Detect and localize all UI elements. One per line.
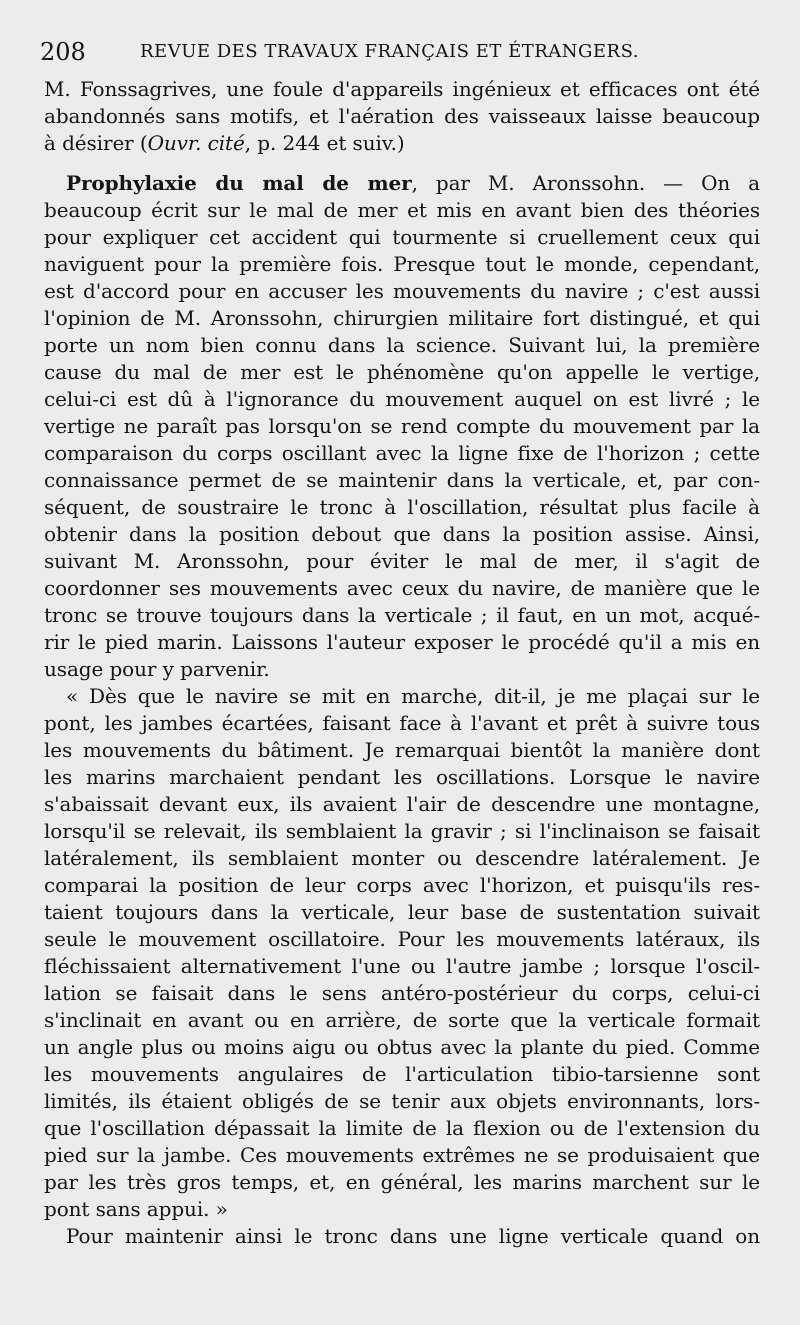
running-title: REVUE DES TRAVAUX FRANÇAIS ET ÉTRANGERS. (140, 41, 640, 62)
paragraph-3 (44, 1223, 760, 1250)
text-line: un angle plus ou moins aigu ou obtus avec la plante du pied. Comme (44, 1035, 760, 1059)
paragraph-1 (44, 197, 760, 683)
text-line: seule le mouvement oscillatoire. Pour les mouvements latéraux, ils (44, 927, 760, 951)
section-heading: Prophylaxie du mal de mer (66, 171, 412, 195)
text-line: comparaison du corps oscillant avec la ligne fixe de l'horizon ; cette (44, 441, 760, 465)
text-line: lation se faisait dans le sens antéro-postérieur du corps, celui-ci (44, 981, 760, 1005)
text-line: latéralement, ils semblaient monter ou descendre latéralement. Je (44, 846, 760, 870)
text-line: « Dès que le navire se mit en marche, dit-il, je me plaçai sur le (66, 684, 760, 708)
paragraph-2-quotation (44, 683, 760, 1223)
text-line: beaucoup écrit sur le mal de mer et mis en avant bien des théories (44, 198, 760, 222)
text-line: rir le pied marin. Laissons l'auteur exposer le procédé qu'il a mis en (44, 630, 760, 654)
text-line: porte un nom bien connu dans la science. Suivant lui, la première (44, 333, 760, 357)
section-gap (44, 157, 760, 170)
reference-italic: Ouvr. cité (147, 131, 245, 155)
text-line: pont, les jambes écartées, faisant face à l'avant et prêt à suivre tous (44, 711, 760, 735)
text-line: est d'accord pour en accuser les mouvements du navire ; c'est aussi (44, 279, 760, 303)
section-heading-line (44, 170, 760, 197)
text-line: Pour maintenir ainsi le tronc dans une ligne verticale quand on (66, 1224, 760, 1248)
text-line: comparai la position de leur corps avec l'horizon, et puisqu'ils res- (44, 873, 760, 897)
text-line: coordonner ses mouvements avec ceux du navire, de manière que le (44, 576, 760, 600)
reference-prefix: à désirer ( (44, 131, 148, 155)
text-line: lorsqu'il se relevait, ils semblaient la gravir ; si l'inclinaison se faisait (44, 819, 760, 843)
text-line: les mouvements angulaires de l'articulation tibio-tarsienne sont (44, 1062, 760, 1086)
page-header (0, 34, 800, 70)
text-line: l'opinion de M. Aronssohn, chirurgien militaire fort distingué, et qui (44, 306, 760, 330)
text-line: pour expliquer cet accident qui tourmente si cruellement ceux qui (44, 225, 760, 249)
text-line: vertige ne paraît pas lorsqu'on se rend compte du mouvement par la (44, 414, 760, 438)
text-line: que l'oscillation dépassait la limite de la flexion ou de l'extension du (44, 1116, 760, 1140)
text-line: abandonnés sans motifs, et l'aération des vaisseaux laisse beaucoup (44, 104, 760, 128)
article-body (44, 76, 760, 1250)
text-line: limités, ils étaient obligés de se tenir aux objets environnants, lors- (44, 1089, 760, 1113)
reference-line (44, 130, 760, 157)
text-line: suivant M. Aronssohn, pour éviter le mal de mer, il s'agit de (44, 549, 760, 573)
text-line: fléchissaient alternativement l'une ou l'autre jambe ; lorsque l'oscil- (44, 954, 760, 978)
text-line: cause du mal de mer est le phénomène qu'on appelle le vertige, (44, 360, 760, 384)
text-line: usage pour y parvenir. (44, 657, 270, 681)
text-line: les mouvements du bâtiment. Je remarquai bientôt la manière dont (44, 738, 760, 762)
text-line: naviguent pour la première fois. Presque tout le monde, cependant, (44, 252, 760, 276)
text-line: séquent, de soustraire le tronc à l'oscillation, résultat plus facile à (44, 495, 760, 519)
text-line: pied sur la jambe. Ces mouvements extrêmes ne se produisaient que (44, 1143, 760, 1167)
text-line: s'abaissait devant eux, ils avaient l'air de descendre une montagne, (44, 792, 760, 816)
text-line: tronc se trouve toujours dans la verticale ; il faut, en un mot, acqué- (44, 603, 760, 627)
text-line: par les très gros temps, et, en général, les marins marchent sur le (44, 1170, 760, 1194)
text-line: les marins marchaient pendant les oscillations. Lorsque le navire (44, 765, 760, 789)
text-line: pont sans appui. » (44, 1197, 228, 1221)
page-number: 208 (40, 38, 86, 66)
section-author: , par M. Aronssohn. — On a (411, 171, 760, 195)
text-line: obtenir dans la position debout que dans la position assise. Ainsi, (44, 522, 760, 546)
text-line: taient toujours dans la verticale, leur base de sustentation suivait (44, 900, 760, 924)
text-line: connaissance permet de se maintenir dans la verticale, et, par con- (44, 468, 760, 492)
text-line: M. Fonssagrives, une foule d'appareils ingénieux et efficaces ont été (44, 77, 760, 101)
text-line: s'inclinait en avant ou en arrière, de sorte que la verticale formait (44, 1008, 760, 1032)
reference-suffix: , p. 244 et suiv.) (244, 131, 405, 155)
text-line: celui-ci est dû à l'ignorance du mouvement auquel on est livré ; le (44, 387, 760, 411)
